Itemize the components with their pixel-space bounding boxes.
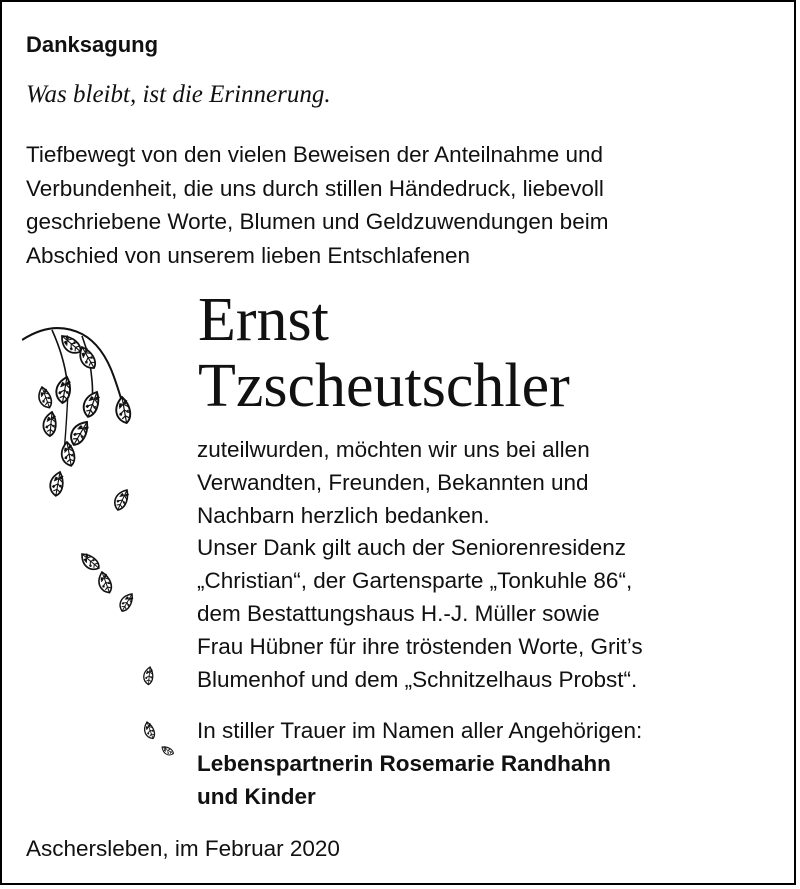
mourner-name: und Kinder xyxy=(197,783,316,809)
place-date: Aschersleben, im Februar 2020 xyxy=(26,836,340,861)
heading: Danksagung xyxy=(26,32,159,57)
intro-line: geschriebene Worte, Blumen und Geldzuwendungen beim xyxy=(26,209,609,234)
thanks-line: Unser Dank gilt auch der Seniorenresidenz xyxy=(197,535,626,561)
thanks-line: Verwandten, Freunden, Bekannten und xyxy=(197,469,589,495)
motto: Was bleibt, ist die Erinnerung. xyxy=(26,81,331,108)
deceased-last-name: Tzscheutschler xyxy=(198,352,570,420)
thanks-line: Frau Hübner für ihre tröstenden Worte, Grit’s xyxy=(197,633,643,659)
intro-line: Verbundenheit, die uns durch stillen Händedruck, liebevoll xyxy=(26,175,604,201)
thanks-line: zuteilwurden, möchten wir uns bei allen xyxy=(197,437,590,462)
mourning-line: In stiller Trauer im Namen aller Angehörigen: xyxy=(197,718,643,743)
thanks-text xyxy=(197,434,643,696)
thanks-line: Nachbarn herzlich bedanken. xyxy=(197,502,490,528)
thanks-line: Blumenhof und dem „Schnitzelhaus Probst“. xyxy=(197,666,638,692)
intro-line: Tiefbewegt von den vielen Beweisen der Anteilnahme und xyxy=(26,142,604,167)
mourners-block xyxy=(197,715,642,813)
falling-leaves-icon xyxy=(22,322,192,782)
intro-text xyxy=(26,138,786,272)
intro-line: Abschied von unserem lieben Entschlafenen xyxy=(26,242,471,268)
mourner-name: Lebenspartnerin Rosemarie Randhahn xyxy=(197,750,611,776)
thanks-line: dem Bestattungshaus H.-J. Müller sowie xyxy=(197,600,600,626)
deceased-first-name: Ernst xyxy=(198,286,329,354)
thanks-line: „Christian“, der Gartensparte „Tonkuhle 86“, xyxy=(197,568,633,594)
